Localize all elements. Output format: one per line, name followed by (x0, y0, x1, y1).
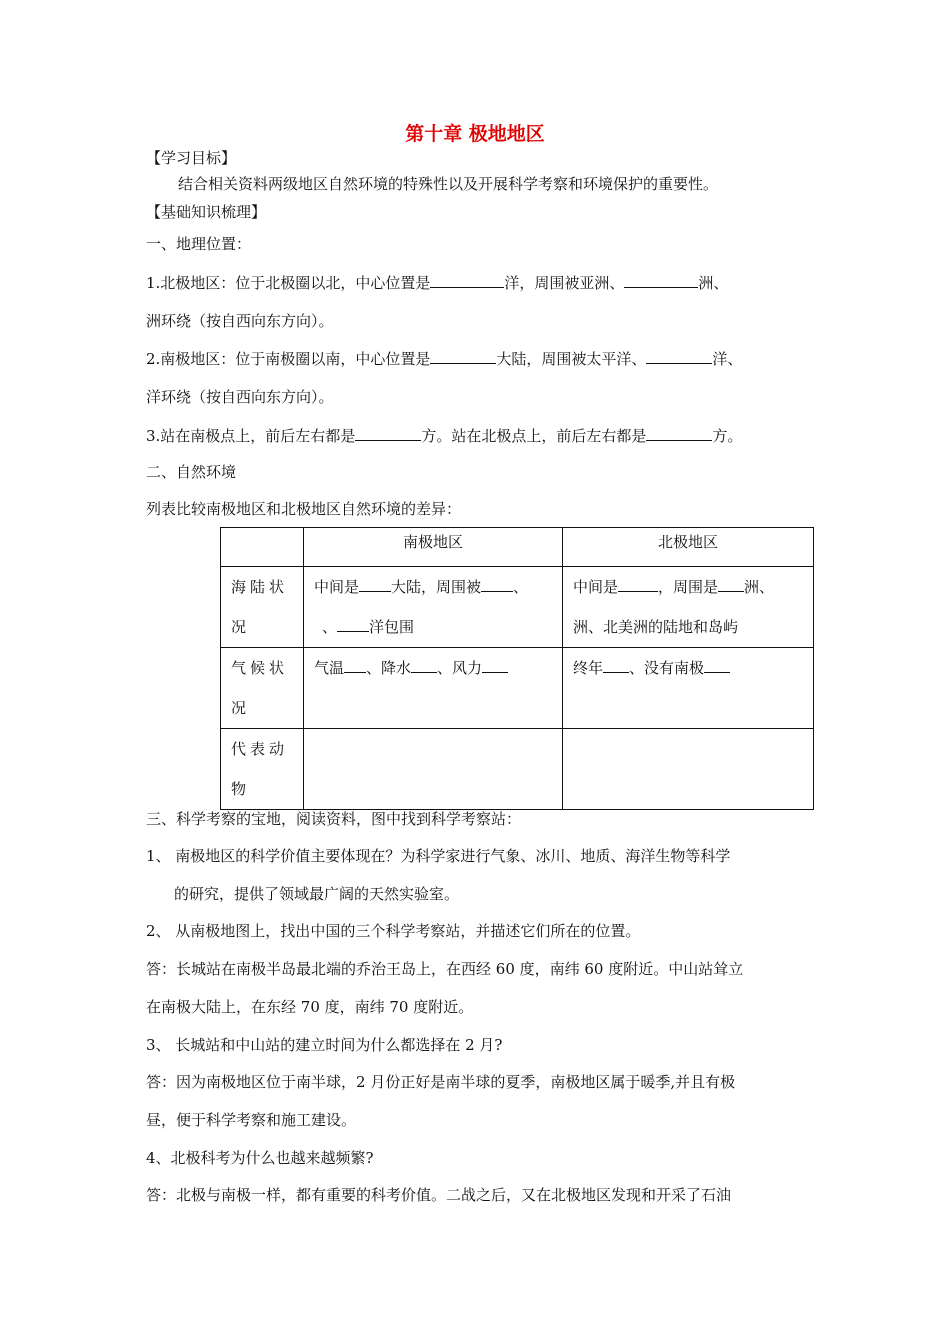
answer-3-2: 答：长城站在南极半岛最北端的乔治王岛上，在西经 60 度，南纬 60 度附近。中山站耸立 (146, 960, 744, 978)
cell-text: 中间是 (314, 578, 360, 596)
goal-text: 结合相关资料两级地区自然环境的特殊性以及开展科学考察和环境保护的重要性。 (178, 175, 719, 193)
cell-text: 洲、 (744, 578, 775, 596)
section3-heading: 三、科学考察的宝地，阅读资料，图中找到科学考察站： (146, 810, 522, 828)
cell-text: 中间是 (573, 578, 619, 596)
answer-blank[interactable] (718, 576, 744, 592)
column-header-north: 北极地区 (563, 528, 814, 567)
question-text: 1.北极地区：位于北极圈以北，中心位置是 (146, 274, 431, 292)
cell-text: 洋包围 (369, 618, 415, 636)
cell-text: 终年 (573, 659, 604, 677)
answer-3-3: 答：因为南极地区位于南半球，2 月份正好是南半球的夏季，南极地区属于暖季,并且有极 (146, 1073, 736, 1091)
answer-3-3-cont: 昼，便于科学考察和施工建设。 (146, 1111, 357, 1129)
cell-text: 大陆，周围被 (391, 578, 482, 596)
section2-heading: 二、自然环境 (146, 463, 237, 481)
cell-text: 、风力 (437, 659, 483, 677)
answer-blank[interactable] (430, 348, 496, 364)
question-3-4: 4、北极科考为什么也越来越频繁? (146, 1149, 374, 1167)
comparison-table (220, 527, 814, 810)
table-row (221, 648, 814, 729)
table-cell-south[interactable] (304, 648, 563, 729)
section1-heading: 一、地理位置： (146, 235, 252, 253)
question-text: 洋，周围被亚洲、 (504, 274, 625, 292)
question-text: 洲、 (698, 274, 729, 292)
row-label: 海陆状况 (221, 567, 304, 648)
table-row (221, 729, 814, 810)
question-1-2 (146, 348, 742, 369)
answer-blank[interactable] (603, 657, 629, 673)
question-3-3: 3、 长城站和中山站的建立时间为什么都选择在 2 月? (146, 1036, 503, 1054)
answer-blank[interactable] (430, 272, 504, 288)
basics-heading: 【基础知识梳理】 (146, 203, 267, 221)
cell-text: 、 (513, 578, 529, 596)
table-cell-south[interactable] (304, 567, 563, 648)
answer-3-4: 答：北极与南极一样，都有重要的科考价值。二战之后，又在北极地区发现和开采了石油 (146, 1186, 732, 1204)
question-3-1: 1、 南极地区的科学价值主要体现在？为科学家进行气象、冰川、地质、海洋生物等科学 (146, 847, 731, 865)
row-label: 气候状况 (221, 648, 304, 729)
cell-text: 、降水 (366, 659, 412, 677)
table-cell-north[interactable] (563, 729, 814, 810)
question-1-1 (146, 272, 728, 293)
question-text: 洋、 (712, 350, 743, 368)
table-header-row (221, 528, 814, 567)
answer-blank[interactable] (646, 348, 712, 364)
answer-blank[interactable] (481, 576, 513, 592)
answer-blank[interactable] (482, 657, 508, 673)
cell-text: 、 (322, 618, 338, 636)
table-intro: 列表比较南极地区和北极地区自然环境的差异： (146, 500, 462, 518)
answer-3-2-cont: 在南极大陆上，在东经 70 度，南纬 70 度附近。 (146, 998, 474, 1016)
question-text: 3.站在南极点上，前后左右都是 (146, 427, 356, 445)
answer-blank[interactable] (618, 576, 658, 592)
answer-blank[interactable] (411, 657, 437, 673)
goal-heading: 【学习目标】 (146, 149, 237, 167)
answer-blank[interactable] (646, 425, 712, 441)
page-title: 第十章 极地地区 (405, 123, 545, 145)
table-cell-north[interactable] (563, 648, 814, 729)
question-3-2: 2、 从南极地图上，找出中国的三个科学考察站，并描述它们所在的位置。 (146, 922, 641, 940)
table-cell-north[interactable] (563, 567, 814, 648)
table-corner-cell (221, 528, 304, 567)
answer-blank[interactable] (355, 425, 421, 441)
question-text: 大陆，周围被太平洋、 (496, 350, 647, 368)
question-3-1-cont: 的研究，提供了领域最广阔的天然实验室。 (174, 885, 460, 903)
question-1-2-cont: 洋环绕（按自西向东方向）。 (146, 388, 334, 406)
row-label: 代表动物 (221, 729, 304, 810)
answer-blank[interactable] (704, 657, 730, 673)
column-header-south: 南极地区 (304, 528, 563, 567)
question-text: 方。 (712, 427, 743, 445)
cell-text: 气温 (314, 659, 345, 677)
answer-blank[interactable] (337, 616, 369, 632)
table-row (221, 567, 814, 648)
cell-text: 、没有南极 (629, 659, 705, 677)
question-1-3 (146, 425, 742, 446)
answer-blank[interactable] (624, 272, 698, 288)
question-text: 方。站在北极点上，前后左右都是 (421, 427, 647, 445)
question-text: 2.南极地区：位于南极圈以南，中心位置是 (146, 350, 431, 368)
table-cell-south[interactable] (304, 729, 563, 810)
answer-blank[interactable] (359, 576, 391, 592)
answer-blank[interactable] (344, 657, 366, 673)
cell-text: 洲、北美洲的陆地和岛屿 (573, 618, 739, 636)
cell-text: ，周围是 (658, 578, 719, 596)
question-1-1-cont: 洲环绕（按自西向东方向）。 (146, 312, 334, 330)
